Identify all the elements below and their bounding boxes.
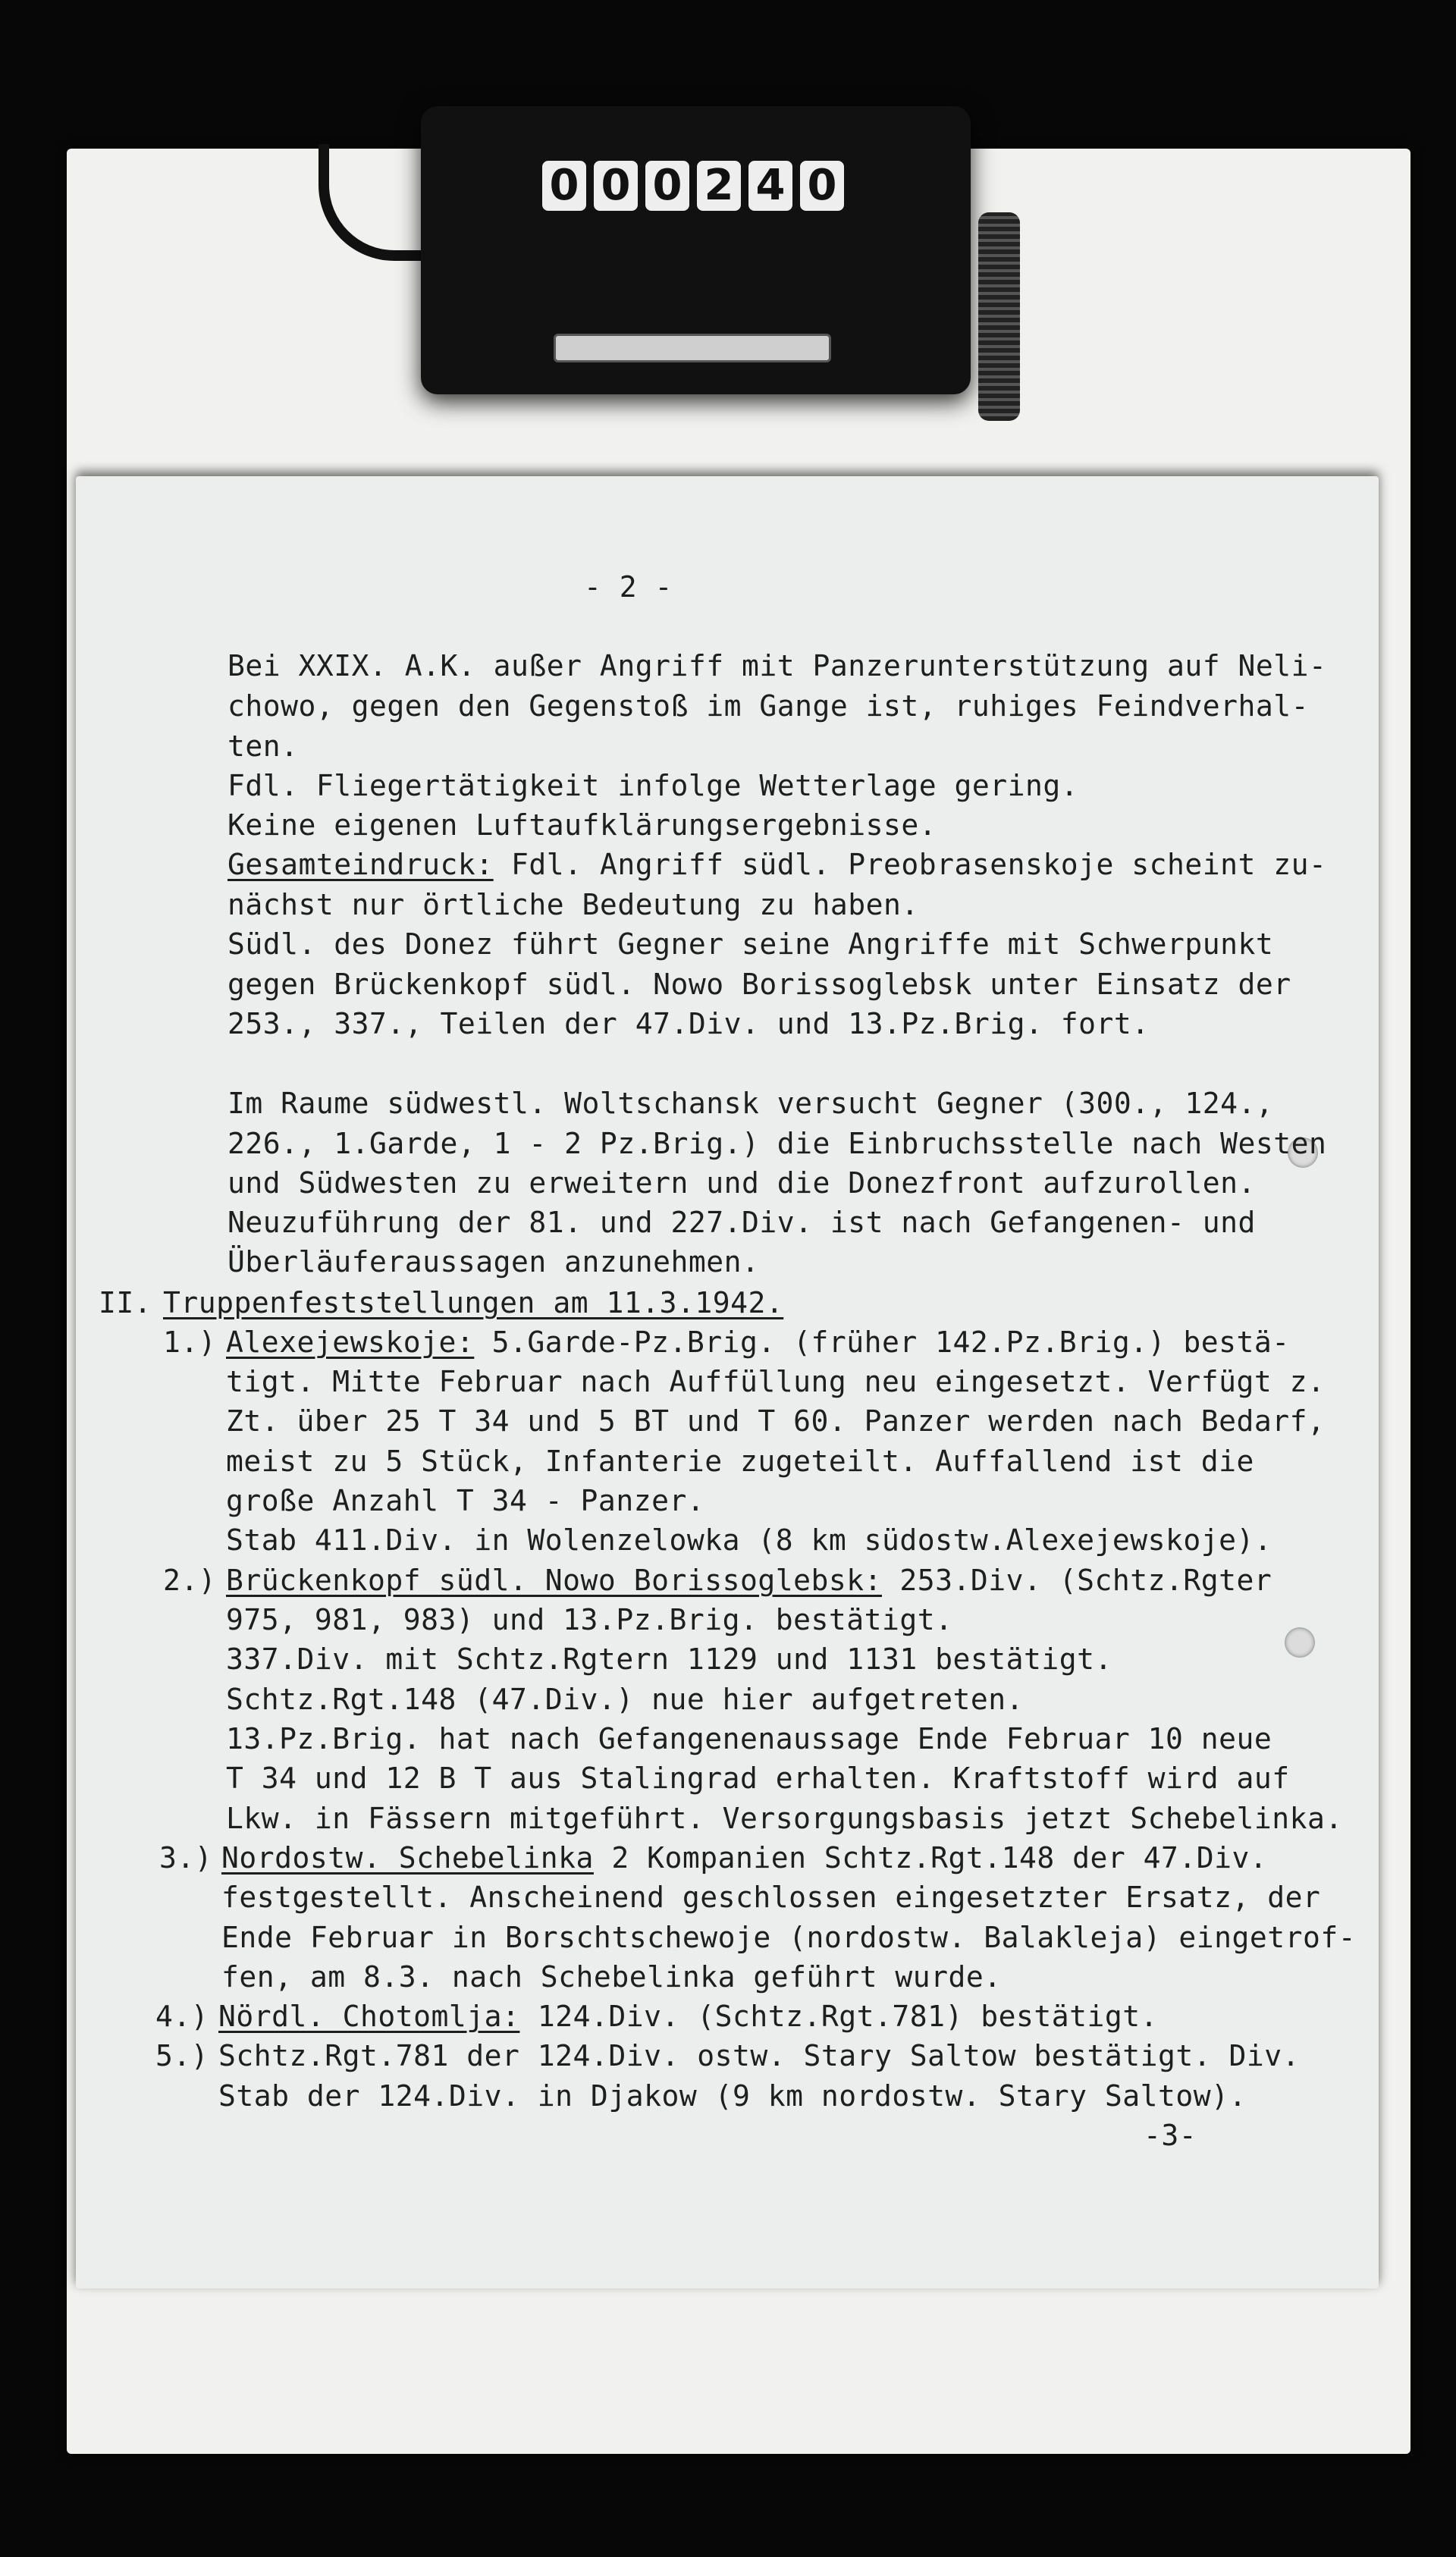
counter-digit: 0 [800,161,844,211]
text-line: Überläuferaussagen anzunehmen. [228,1245,760,1278]
item-number: 5.) [155,2039,209,2072]
next-page-marker: -3- [1144,2119,1197,2152]
counter-digit: 0 [542,161,586,211]
frame-counter [421,106,971,394]
document-page [76,476,1379,2289]
item-line: 337.Div. mit Schtz.Rgtern 1129 und 1131 bestätigt. [226,1642,1112,1676]
item-line [226,1326,1290,1359]
text-line: Im Raume südwestl. Woltschansk versucht Gegner (300., 124., [228,1087,1274,1120]
counter-digit: 0 [645,161,689,211]
item-line: große Anzahl T 34 - Panzer. [226,1484,705,1517]
item-label: Nördl. Chotomlja: [218,2000,520,2033]
text-line: 253., 337., Teilen der 47.Div. und 13.Pz.Brig. fort. [228,1007,1150,1040]
text-line [228,848,1326,881]
item-text: 5.Garde-Pz.Brig. (früher 142.Pz.Brig.) bestä- [474,1326,1290,1359]
text-line: Fdl. Fliegertätigkeit infolge Wetterlage gering. [228,769,1079,802]
counter-digit: 2 [697,161,741,211]
item-line [221,1841,1267,1875]
text-line: Keine eigenen Luftaufklärungsergebnisse. [228,808,937,842]
item-line: Stab 411.Div. in Wolenzelowka (8 km südostw.Alexejewskoje). [226,1523,1272,1557]
section-title: Truppenfeststellungen am 11.3.1942. [163,1286,784,1319]
item-line [226,1564,1272,1597]
item-line: T 34 und 12 B T aus Stalingrad erhalten. Kraftstoff wird auf [226,1762,1290,1795]
item-label: Alexejewskoje: [226,1326,475,1359]
counter-knob-icon [978,212,1020,421]
text-line: und Südwesten zu erweitern und die Donezfront aufzurollen. [228,1166,1256,1200]
item-line: 13.Pz.Brig. hat nach Gefangenenaussage Ende Februar 10 neue [226,1722,1272,1755]
text-line: chowo, gegen den Gegenstoß im Gange ist, ruhiges Feindverhal- [228,689,1310,723]
counter-digits [542,161,844,211]
item-line [218,2000,1158,2033]
item-label: Nordostw. Schebelinka [221,1841,594,1875]
counter-digit: 0 [594,161,638,211]
item-text: 253.Div. (Schtz.Rgter [881,1564,1272,1597]
text-line: nächst nur örtliche Bedeutung zu haben. [228,888,919,921]
item-number: 1.) [163,1326,217,1359]
text-line: ten. [228,729,299,763]
item-line: tigt. Mitte Februar nach Auffüllung neu eingesetzt. Verfügt z. [226,1365,1326,1398]
item-text: 2 Kompanien Schtz.Rgt.148 der 47.Div. [593,1841,1268,1875]
text-line: Südl. des Donez führt Gegner seine Angriffe mit Schwerpunkt [228,927,1274,961]
page-number: - 2 - [584,570,673,604]
text-line: 226., 1.Garde, 1 - 2 Pz.Brig.) die Einbruchsstelle nach Westen [228,1127,1327,1160]
item-line: Zt. über 25 T 34 und 5 BT und T 60. Panzer werden nach Bedarf, [226,1404,1326,1438]
gesamteindruck-label: Gesamteindruck: [228,848,494,881]
text-line: Bei XXIX. A.K. außer Angriff mit Panzerunterstützung auf Neli- [228,649,1327,682]
punch-hole [1285,1627,1315,1658]
counter-digit: 4 [748,161,792,211]
gesamteindruck-text: Fdl. Angriff südl. Preobrasenskoje scheint zu- [493,848,1327,881]
item-label: Brückenkopf südl. Nowo Borissoglebsk: [226,1564,882,1597]
section-number: II. [99,1286,152,1319]
item-line: Ende Februar in Borschtschewoje (nordostw. Balakleja) eingetrof- [221,1921,1357,1954]
item-line: Schtz.Rgt.148 (47.Div.) nue hier aufgetreten. [226,1683,1025,1716]
text-line: Neuzuführung der 81. und 227.Div. ist nach Gefangenen- und [228,1206,1256,1239]
item-number: 2.) [163,1564,217,1597]
item-line: meist zu 5 Stück, Infanterie zugeteilt. Auffallend ist die [226,1445,1254,1478]
item-line: festgestellt. Anscheinend geschlossen eingesetzter Ersatz, der [221,1881,1321,1914]
item-number: 4.) [155,2000,209,2033]
item-line: Stab der 124.Div. in Djakow (9 km nordostw. Stary Saltow). [218,2079,1247,2113]
item-line: 975, 981, 983) und 13.Pz.Brig. bestätigt. [226,1603,953,1636]
item-number: 3.) [159,1841,213,1875]
item-line: Schtz.Rgt.781 der 124.Div. ostw. Stary Saltow bestätigt. Div. [218,2039,1301,2072]
item-text: 124.Div. (Schtz.Rgt.781) bestätigt. [519,2000,1159,2033]
item-line: Lkw. in Fässern mitgeführt. Versorgungsbasis jetzt Schebelinka. [226,1802,1343,1835]
counter-plate [554,334,831,362]
item-line: fen, am 8.3. nach Schebelinka geführt wurde. [221,1960,1002,1994]
text-line: gegen Brückenkopf südl. Nowo Borissoglebsk unter Einsatz der [228,968,1291,1001]
